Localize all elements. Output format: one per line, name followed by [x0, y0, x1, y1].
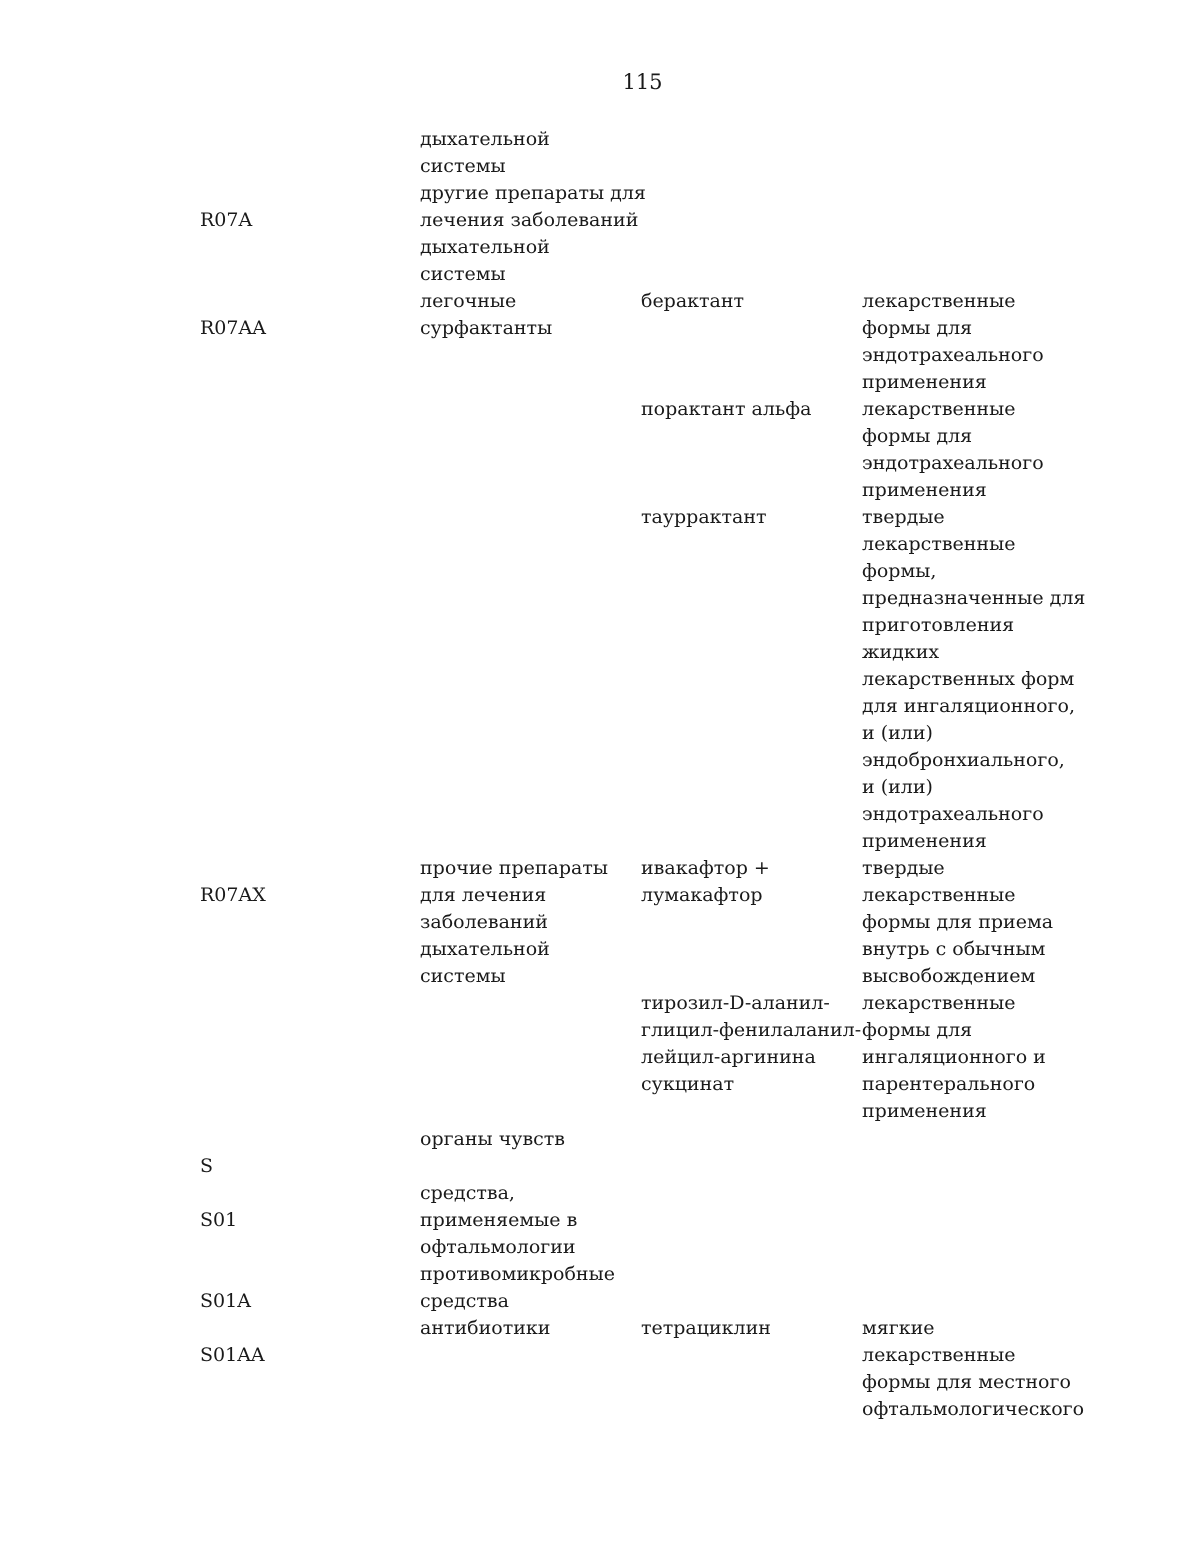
text-line: порактант альфа: [641, 398, 812, 420]
text-line: дыхательной: [420, 236, 550, 258]
text-line: сурфактанты: [420, 317, 553, 339]
text-line: лекарственные: [862, 1344, 1016, 1366]
text-line: и (или): [862, 776, 933, 798]
text-line: эндобронхиального,: [862, 749, 1065, 771]
text-line: эндотрахеального: [862, 344, 1044, 366]
text-line: формы для приема: [862, 911, 1054, 933]
text-line: глицил-фенилаланил-: [641, 1019, 862, 1041]
text-line: жидких: [862, 641, 940, 663]
text-line: парентерального: [862, 1073, 1036, 1095]
text-line: для ингаляционного,: [862, 695, 1075, 717]
text-line: другие препараты для: [420, 182, 646, 204]
text-line: лекарственные: [862, 398, 1016, 420]
text-line: R07AX: [200, 884, 266, 906]
text-line: R07A: [200, 209, 253, 231]
text-line: средства: [420, 1290, 509, 1312]
text-line: лумакафтор: [641, 884, 763, 906]
text-line: тетрациклин: [641, 1317, 771, 1339]
text-line: S01: [200, 1209, 238, 1231]
text-line: ингаляционного и: [862, 1046, 1046, 1068]
text-line: офтальмологии: [420, 1236, 576, 1258]
text-line: формы для: [862, 1019, 973, 1041]
text-line: системы: [420, 263, 506, 285]
text-line: лекарственные: [862, 290, 1016, 312]
text-line: системы: [420, 155, 506, 177]
text-line: R07AA: [200, 317, 266, 339]
text-line: высвобождением: [862, 965, 1036, 987]
text-line: формы для местного: [862, 1371, 1071, 1393]
text-line: тирозил-D-аланил-: [641, 992, 830, 1014]
text-line: ивакафтор +: [641, 857, 770, 879]
text-line: лекарственных форм: [862, 668, 1075, 690]
text-line: дыхательной: [420, 128, 550, 150]
text-line: органы чувств: [420, 1128, 565, 1150]
text-line: эндотрахеального: [862, 803, 1044, 825]
text-line: антибиотики: [420, 1317, 551, 1339]
text-line: твердые: [862, 506, 945, 528]
text-line: лекарственные: [862, 884, 1016, 906]
text-line: мягкие: [862, 1317, 935, 1339]
text-line: предназначенные для: [862, 587, 1086, 609]
text-line: сукцинат: [641, 1073, 735, 1095]
text-line: применения: [862, 1100, 987, 1122]
text-line: внутрь с обычным: [862, 938, 1046, 960]
text-line: лекарственные: [862, 992, 1016, 1014]
text-line: применяемые в: [420, 1209, 578, 1231]
text-line: берактант: [641, 290, 745, 312]
text-line: системы: [420, 965, 506, 987]
text-line: средства,: [420, 1182, 515, 1204]
text-line: лечения заболеваний: [420, 209, 639, 231]
text-line: применения: [862, 479, 987, 501]
text-line: лекарственные: [862, 533, 1016, 555]
text-line: лейцил-аргинина: [641, 1046, 816, 1068]
text-line: применения: [862, 371, 987, 393]
text-line: S01AA: [200, 1344, 265, 1366]
text-line: твердые: [862, 857, 945, 879]
text-line: дыхательной: [420, 938, 550, 960]
text-line: формы для: [862, 317, 973, 339]
text-line: прочие препараты: [420, 857, 608, 879]
text-line: легочные: [420, 290, 517, 312]
text-line: применения: [862, 830, 987, 852]
text-line: противомикробные: [420, 1263, 615, 1285]
text-line: заболеваний: [420, 911, 548, 933]
text-line: приготовления: [862, 614, 1015, 636]
text-line: S01A: [200, 1290, 251, 1312]
text-line: S: [200, 1155, 214, 1177]
text-line: формы для: [862, 425, 973, 447]
text-line: тауррактант: [641, 506, 767, 528]
text-line: и (или): [862, 722, 933, 744]
text-line: для лечения: [420, 884, 547, 906]
text-line: офтальмологического: [862, 1398, 1085, 1420]
page-number: 115: [622, 70, 663, 94]
text-line: эндотрахеального: [862, 452, 1044, 474]
text-line: формы,: [862, 560, 937, 582]
